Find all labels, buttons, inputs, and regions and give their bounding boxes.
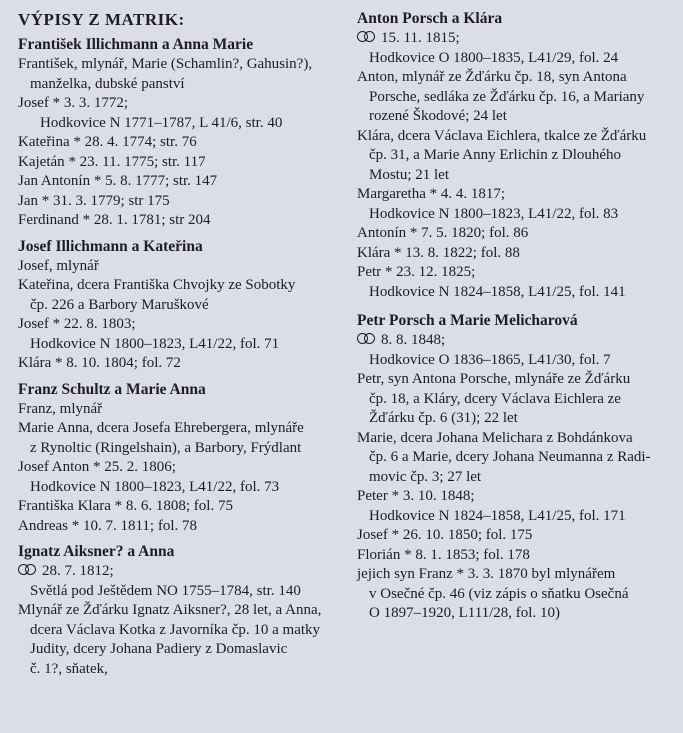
record-line-text: Hodkovice O 1836–1865, L41/30, fol. 7 xyxy=(369,351,611,368)
record-line-text: Hodkovice N 1824–1858, L41/25, fol. 171 xyxy=(369,507,626,524)
record-line-text: Františka Klara * 8. 6. 1808; fol. 75 xyxy=(18,498,233,514)
record-line-text: Kajetán * 23. 11. 1775; str. 117 xyxy=(18,153,206,170)
record-line xyxy=(357,429,675,449)
record-line-text: z Rynoltic (Ringelshain), a Barbory, Frýdlant xyxy=(30,439,302,456)
record-heading: Franz Schultz a Marie Anna xyxy=(18,380,206,398)
record-line xyxy=(357,409,675,429)
record-line xyxy=(18,55,340,75)
record-heading: Anton Porsch a Klára xyxy=(357,10,503,27)
record-line xyxy=(357,468,675,488)
record-line xyxy=(357,487,675,507)
record-line xyxy=(18,354,340,374)
record-line-text: movic čp. 3; 27 let xyxy=(369,468,482,485)
record-line-text: Margaretha * 4. 4. 1817; xyxy=(357,186,506,202)
record-line-text: Hodkovice N 1800–1823, L41/22, fol. 83 xyxy=(369,205,619,222)
record-line-text: Kateřina, dcera Františka Chvojky ze Sobotky xyxy=(18,277,296,293)
record-line xyxy=(18,296,340,316)
record-line-text: Franz, mlynář xyxy=(18,400,103,417)
record-line xyxy=(18,419,340,439)
record-line xyxy=(357,205,675,225)
record-line xyxy=(18,621,340,641)
record-line-text: Hodkovice N 1800–1823, L41/22, fol. 73 xyxy=(30,478,280,495)
record-line xyxy=(357,263,675,283)
record-line xyxy=(18,114,340,134)
record-line-text: Josef, mlynář xyxy=(18,257,99,274)
record-line xyxy=(18,172,340,192)
record-line-text: Marie Anna, dcera Josefa Ehrebergera, mlynáře xyxy=(18,420,304,436)
record-line-text: Petr * 23. 12. 1825; xyxy=(357,264,476,280)
record-line-text: Peter * 3. 10. 1848; xyxy=(357,488,475,504)
record-heading: František Illichmann a Anna Marie xyxy=(18,36,254,53)
record-line xyxy=(357,107,675,127)
record-line xyxy=(357,351,675,371)
record-line-text: rozené Škodové; 24 let xyxy=(369,108,507,124)
record-line-text: č. 1?, sňatek, xyxy=(30,660,108,677)
record-line xyxy=(357,166,675,186)
record-heading: Petr Porsch a Marie Melicharová xyxy=(357,312,578,329)
record-heading: Ignatz Aiksner? a Anna xyxy=(18,543,175,560)
record-line xyxy=(357,283,675,303)
record-line xyxy=(357,185,675,205)
record-line-text: Klára, dcera Václava Eichlera, tkalce ze Žďárku xyxy=(357,127,647,144)
record-line-text: Hodkovice N 1800–1823, L41/22, fol. 71 xyxy=(30,335,280,352)
record-line xyxy=(357,546,675,566)
record-line-text: Josef * 26. 10. 1850; fol. 175 xyxy=(357,527,533,543)
record-line xyxy=(18,478,340,498)
record-line xyxy=(357,29,675,49)
record-line-text: Hodkovice N 1771–1787, L 41/6, str. 40 xyxy=(40,114,283,131)
record-line xyxy=(18,315,340,335)
record-line-text: Porsche, sedláka ze Žďárku čp. 16, a Mariany xyxy=(369,88,645,105)
record-line-text: dcera Václava Kotka z Javorníka čp. 10 a matky xyxy=(30,621,321,638)
record-line-text: Judity, dcery Johana Padiery z Domaslavic xyxy=(30,641,288,657)
record-line xyxy=(357,390,675,410)
record-line xyxy=(18,517,340,537)
marriage-rings-icon xyxy=(357,333,377,345)
record-line xyxy=(18,562,340,582)
record-line xyxy=(357,526,675,546)
record-line-text: v Osečné čp. 46 (viz zápis o sňatku Osečná xyxy=(369,585,629,602)
record-line xyxy=(18,640,340,660)
record-line-text: František, mlynář, Marie (Schamlin?, Gahusin?), xyxy=(18,56,313,72)
record-heading: Josef Illichmann a Kateřina xyxy=(18,237,203,255)
record-line-text: Petr, syn Antona Porsche, mlynáře ze Žďárku xyxy=(357,371,631,387)
record-line xyxy=(18,211,340,231)
record-line-text: Mlynář ze Žďárku Ignatz Aiksner?, 28 let, a Anna, xyxy=(18,602,322,618)
record-line-text: Ferdinand * 28. 1. 1781; str 204 xyxy=(18,212,211,228)
record-line-text: čp. 6 a Marie, dcery Johana Neumanna z Radi- xyxy=(369,449,651,465)
record-line xyxy=(18,335,340,355)
record-line xyxy=(18,257,340,277)
record-line xyxy=(357,146,675,166)
record-line-text: jejich syn Franz * 3. 3. 1870 byl mlynářem xyxy=(357,566,616,582)
record-section xyxy=(357,310,675,624)
record-line-text: čp. 31, a Marie Anny Erlichin z Dlouhého xyxy=(369,147,622,163)
record-line-text: O 1897–1920, L111/28, fol. 10) xyxy=(369,605,560,621)
record-line-text: Jan Antonín * 5. 8. 1777; str. 147 xyxy=(18,173,218,189)
record-line xyxy=(357,507,675,527)
record-line-text: Kateřina * 28. 4. 1774; str. 76 xyxy=(18,134,197,150)
record-line-text: 8. 8. 1848; xyxy=(381,332,446,348)
record-line xyxy=(357,88,675,108)
record-line xyxy=(357,244,675,264)
record-line xyxy=(357,331,675,351)
record-line-text: Klára * 8. 10. 1804; fol. 72 xyxy=(18,355,181,371)
record-line xyxy=(18,94,340,114)
document-title: VÝPISY Z MATRIK: xyxy=(18,10,185,29)
record-line xyxy=(18,276,340,296)
record-line-text: Marie, dcera Johana Melichara z Bohdánkova xyxy=(357,429,633,446)
record-line xyxy=(357,448,675,468)
left-column xyxy=(18,0,340,679)
record-line-text: 28. 7. 1812; xyxy=(42,563,114,579)
record-line-text: Andreas * 10. 7. 1811; fol. 78 xyxy=(18,517,198,534)
record-line-text: čp. 226 a Barbory Maruškové xyxy=(30,296,209,313)
record-line xyxy=(18,400,340,420)
marriage-rings-icon xyxy=(357,31,377,43)
record-line-text: Antonín * 7. 5. 1820; fol. 86 xyxy=(357,225,529,241)
record-line xyxy=(357,68,675,88)
record-line-text: Mostu; 21 let xyxy=(369,166,450,183)
record-line-text: Hodkovice O 1800–1835, L41/29, fol. 24 xyxy=(369,49,619,66)
record-line xyxy=(18,660,340,680)
record-line-text: manželka, dubské panství xyxy=(30,75,185,92)
record-section xyxy=(18,379,340,537)
record-line-text: čp. 18, a Kláry, dcery Václava Eichlera ze xyxy=(369,390,621,407)
record-section xyxy=(357,8,675,302)
record-line xyxy=(18,458,340,478)
record-line-text: Florián * 8. 1. 1853; fol. 178 xyxy=(357,546,530,563)
record-line xyxy=(18,601,340,621)
record-line xyxy=(357,604,675,624)
record-line xyxy=(357,224,675,244)
record-line xyxy=(18,133,340,153)
record-section xyxy=(18,236,340,374)
record-line-text: Jan * 31. 3. 1779; str 175 xyxy=(18,192,170,209)
record-line-text: Hodkovice N 1824–1858, L41/25, fol. 141 xyxy=(369,283,626,300)
record-line-text: Klára * 13. 8. 1822; fol. 88 xyxy=(357,244,520,261)
record-section xyxy=(18,541,340,679)
record-line xyxy=(18,75,340,95)
record-line-text: 15. 11. 1815; xyxy=(381,30,460,46)
record-line xyxy=(357,565,675,585)
record-line xyxy=(357,49,675,69)
record-line xyxy=(357,585,675,605)
record-line xyxy=(357,370,675,390)
record-line xyxy=(18,582,340,602)
record-line xyxy=(357,127,675,147)
record-line-text: Josef * 22. 8. 1803; xyxy=(18,316,136,332)
record-line-text: Josef * 3. 3. 1772; xyxy=(18,95,128,111)
record-line xyxy=(18,439,340,459)
right-column xyxy=(357,0,675,624)
record-line-text: Anton, mlynář ze Žďárku čp. 18, syn Antona xyxy=(357,69,627,85)
record-line-text: Světlá pod Ještědem NO 1755–1784, str. 140 xyxy=(30,582,301,599)
marriage-rings-icon xyxy=(18,564,38,576)
record-section xyxy=(18,34,340,231)
record-line xyxy=(18,192,340,212)
record-line xyxy=(18,153,340,173)
record-line xyxy=(18,497,340,517)
record-line-text: Josef Anton * 25. 2. 1806; xyxy=(18,459,176,475)
record-line-text: Žďárku čp. 6 (31); 22 let xyxy=(369,410,518,426)
